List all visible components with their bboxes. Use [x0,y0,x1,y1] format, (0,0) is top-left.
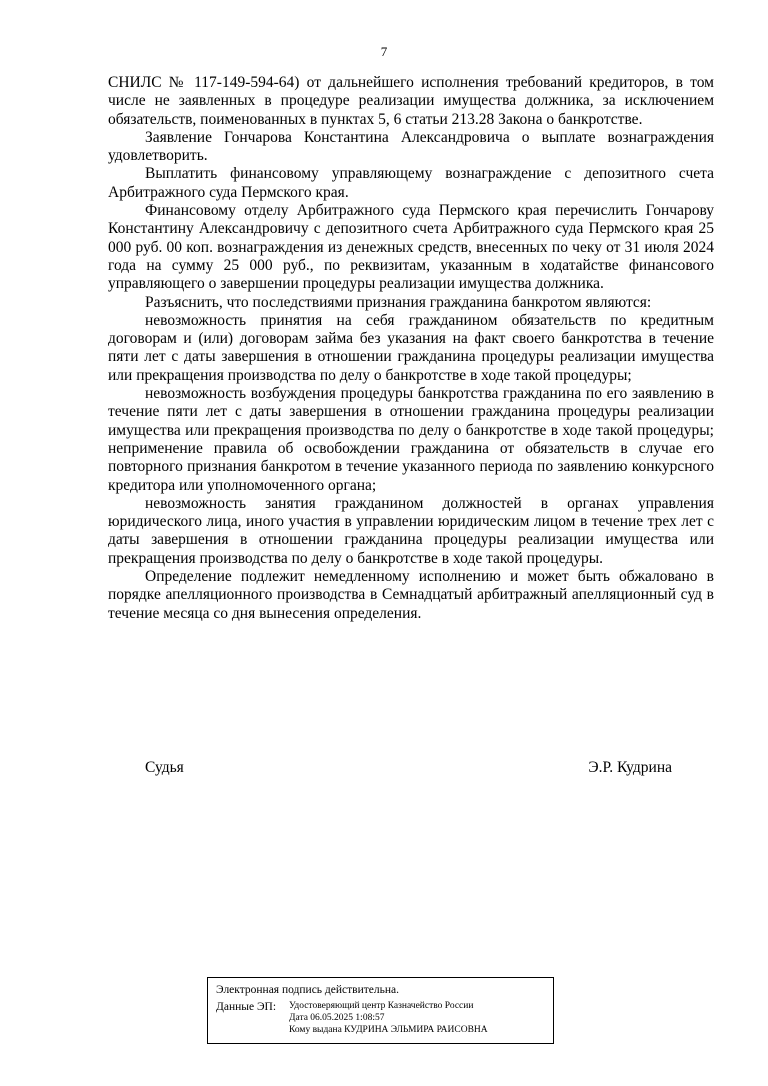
certificate-center: Удостоверяющий центр Казначейство России [289,1001,474,1011]
signature-validity: Электронная подпись действительна. [216,984,399,996]
paragraph: Определение подлежит немедленному исполнению и может быть обжаловано в порядке апелляционного производства в Семнадцатый арбитражный апелляционный суд в течение месяца со дня вынесения определения. [108,568,714,622]
paragraph: Выплатить финансовому управляющему вознаграждение с депозитного счета Арбитражного суда Пермского края. [108,165,714,201]
paragraph: невозможность принятия на себя гражданином обязательств по кредитным договорам и (или) договорам займа без указания на факт своего банкротства в течение пяти лет с даты завершения в отношении гражданина процедуры реализации имущества или прекращения производства по делу о банкротстве в ходе такой процедуры; [108,311,714,384]
paragraph: невозможность возбуждения процедуры банкротства гражданина по его заявлению в течение пяти лет с даты завершения в отношении гражданина процедуры реализации имущества или прекращения производства по делу о банкротстве в ходе такой процедуры; неприменение правила об освобождении гражданина от обязательств в случае его повторного признания банкротом в течение указанного периода по заявлению конкурсного кредитора или уполномоченного органа; [108,385,714,494]
page-number: 7 [380,44,388,59]
signature-details [289,1000,488,1037]
signature-data-label: Данные ЭП: [216,1001,277,1013]
signature-date: Дата 06.05.2025 1:08:57 [289,1013,385,1024]
certificate-owner: Кому выдана КУДРИНА ЭЛЬМИРА РАИСОВНА [289,1025,488,1036]
paragraph: СНИЛС № 117-149-594-64) от дальнейшего исполнения требований кредиторов, в том числе не заявленных в процедуре реализации имущества должника, за исключением обязательств, поименованных в пунктах 5, 6 статьи 213.28 Закона о банкротстве. [108,74,714,128]
document-body [108,74,714,623]
judge-name: Э.Р. Кудрина [588,759,672,776]
paragraph: Заявление Гончарова Константина Александровича о выплате вознаграждения удовлетворить. [108,128,714,165]
judge-title: Судья [145,759,184,776]
paragraph: невозможность занятия гражданином должностей в органах управления юридического лица, иного участия в управлении юридическим лицом в течение трех лет с даты завершения в отношении гражданина процедуры реализации имущества или прекращения производства по делу о банкротстве в ходе такой процедуры. [108,494,714,567]
paragraph: Разъяснить, что последствиями признания гражданина банкротом являются: [145,293,652,311]
electronic-signature-box [207,977,554,1044]
paragraph: Финансовому отделу Арбитражного суда Пермского края перечислить Гончарову Константину Александровичу с депозитного счета Арбитражного суда Пермского края 25 000 руб. 00 коп. вознаграждения из денежных средств, внесенных по чеку от 31 июля 2024 года на сумму 25 000 руб., по реквизитам, указанным в ходатайстве финансового управляющего о завершении процедуры реализации имущества должника. [108,202,714,293]
signature-data-row [216,1000,545,1037]
